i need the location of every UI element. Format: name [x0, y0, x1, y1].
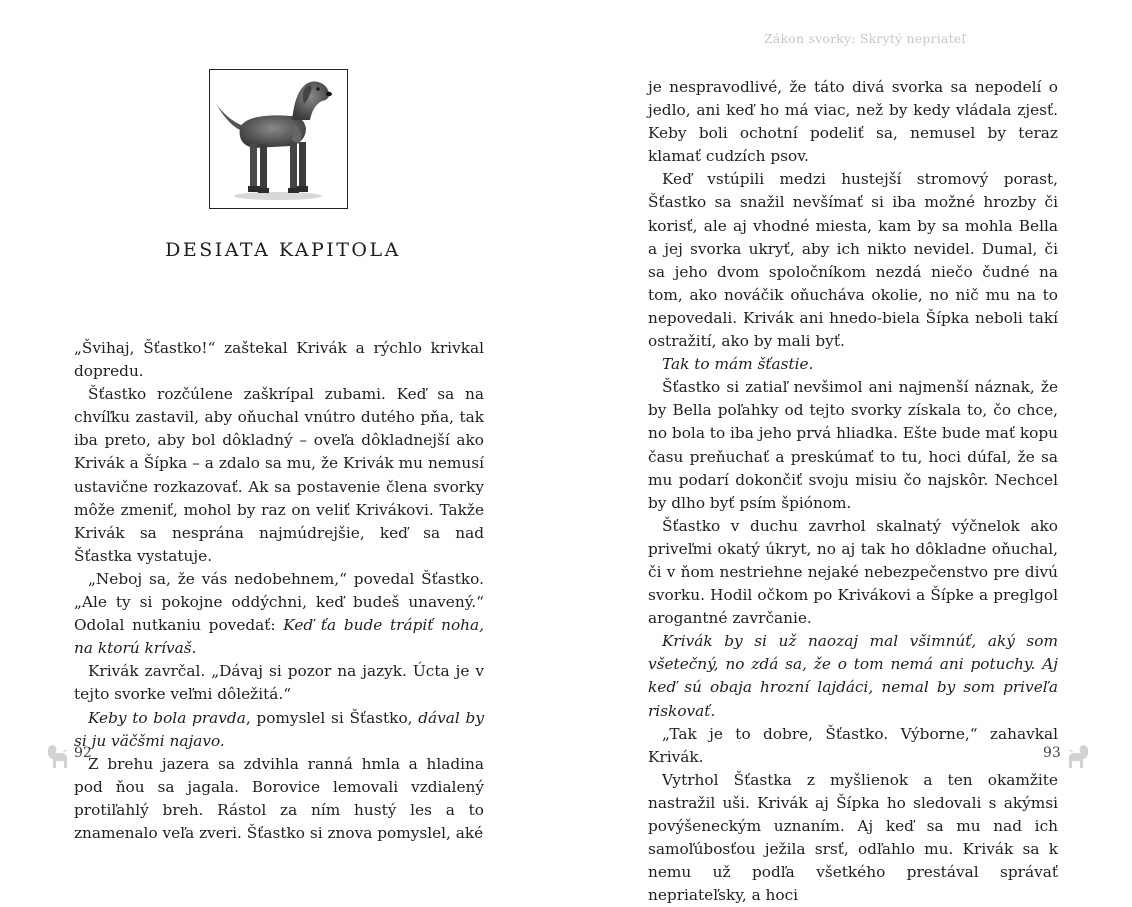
golden-retriever-illustration — [210, 70, 346, 207]
text-run: Z brehu jazera sa zdvihla ranná hmla a hladina pod ňou sa jagala. Borovice lemovali vzdialený protiľahlý breh. Rástol za ním hustý les a to znamenalo veľa zveri. Šťastko si znova pomyslel, aké — [74, 754, 484, 842]
italic-text: Keby to bola pravda — [88, 708, 246, 727]
paragraph — [648, 769, 1058, 907]
running-head: Zákon svorky: Skrytý nepriateľ — [764, 31, 966, 46]
left-page — [0, 0, 566, 842]
right-body-text — [648, 76, 1058, 907]
paragraph — [648, 376, 1058, 515]
left-body-text — [74, 337, 484, 845]
paragraph — [648, 76, 1058, 168]
paragraph — [74, 568, 484, 660]
paragraph — [74, 337, 484, 383]
paragraph — [74, 383, 484, 568]
italic-text: Tak to mám šťastie. — [662, 355, 814, 374]
italic-text: dával by si ju väčšmi najavo. — [74, 708, 484, 750]
dog-icon — [1066, 742, 1092, 772]
text-run: Šťastko si zatiaľ nevšimol ani najmenší náznak, že by Bella poľahky od tejto svorky získala to, čo chce, no bola to iba jeho prvá hliadka. Ešte bude mať kopu času preňuchať a preskúmať to tu, hoci dúfal, že sa mu podarí dokončiť svoju misiu čo najskôr. Nechcel by dlho byť psím špiónom. — [648, 378, 1058, 512]
text-run: , pomyslel si Šťastko, — [245, 708, 419, 727]
text-run: „Švihaj, Šťastko!“ zaštekal Krivák a rýchlo krivkal dopredu. — [74, 339, 484, 381]
text-run: Vytrhol Šťastka z myšlienok a ten okamžite nastražil uši. Krivák aj Šípka ho sledovali s akýmsi povýšeneckým uznaním. Aj keď sa mu nad ich samoľúbosťou ježila srsť, odľahlo mu. Krivák sa k nemu už podľa všetkého prestával správať nepriateľsky, a hoci — [648, 770, 1058, 905]
paragraph — [74, 660, 484, 706]
paragraph — [648, 515, 1058, 630]
text-run: Šťastko v duchu zavrhol skalnatý výčnelok ako priveľmi okatý úkryt, no aj tak ho dôkladne oňuchal, či v ňom nestriehne nejaké nebezpečenstvo pre divú svorku. Hodil očkom po Krivákovi a Šípke a preglgol arogantné zavrčanie. — [648, 516, 1058, 628]
paragraph — [648, 353, 1058, 376]
right-page — [566, 0, 1132, 905]
paragraph — [648, 723, 1058, 769]
text-run: Krivák zavrčal. „Dávaj si pozor na jazyk. Úcta je v tejto svorke veľmi dôležitá.“ — [74, 662, 484, 704]
dog-illustration-frame — [209, 69, 348, 209]
page-number: 92 — [74, 745, 92, 761]
text-run: je nespravodlivé, že táto divá svorka sa nepodelí o jedlo, ani keď ho má viac, než by kedy vládala zjesť. Keby boli ochotní podeliť sa, nemusel by teraz klamať cudzích psov. — [648, 78, 1058, 166]
chapter-title: DESIATA KAPITOLA — [165, 239, 401, 261]
text-run: „Tak je to dobre, Šťastko. Výborne,“ zahavkal Krivák. — [648, 724, 1058, 766]
paragraph — [74, 707, 484, 753]
text-run: Keď vstúpili medzi hustejší stromový porast, Šťastko sa snažil nevšímať si iba možné hrozby či korisť, ale aj vhodné miesta, kam by sa mohla Bella a jej svorka ukryť, aby ich nikto nevidel. Dumal, či sa jeho dvom spoločníkom nezdá niečo čudné na tom, ako nováčik oňucháva okolie, no nič mu na to nepovedali. Krivák ani hnedo-biela Šípka neboli takí ostražití, ako by mali byť. — [648, 170, 1058, 351]
paragraph — [648, 168, 1058, 353]
dog-icon — [44, 742, 70, 772]
paragraph — [74, 753, 484, 845]
italic-text: Keď ťa bude trápiť noha, na ktorú krívaš. — [74, 616, 485, 658]
text-run: „Neboj sa, že vás nedobehnem,“ povedal Šťastko. „Ale ty si pokojne oddýchni, keď budeš unavený.“ Odolal nutkaniu povedať: — [74, 569, 484, 635]
paragraph — [648, 630, 1058, 722]
italic-text: Krivák by si už naozaj mal všimnúť, aký som všetečný, no zdá sa, že o tom nemá ani potuchy. Aj keď sú obaja hrozní lajdáci, nemal by som priveľa riskovať. — [648, 632, 1058, 720]
text-run: Šťastko rozčúlene zaškrípal zubami. Keď sa na chvíľku zastavil, aby oňuchal vnútro dutého pňa, tak iba preto, aby bol dôkladný – oveľa dôkladnejší ako Krivák a Šípka – a zdalo sa mu, že Krivák mu nemusí ustavične rozkazovať. Ak sa postavenie člena svorky môže zmeniť, mohol by raz on veliť Krivákovi. Takže Krivák sa nesprána najmúdrejšie, keď sa nad Šťastka vystatuje. — [74, 385, 484, 565]
page-number: 93 — [1043, 745, 1061, 761]
